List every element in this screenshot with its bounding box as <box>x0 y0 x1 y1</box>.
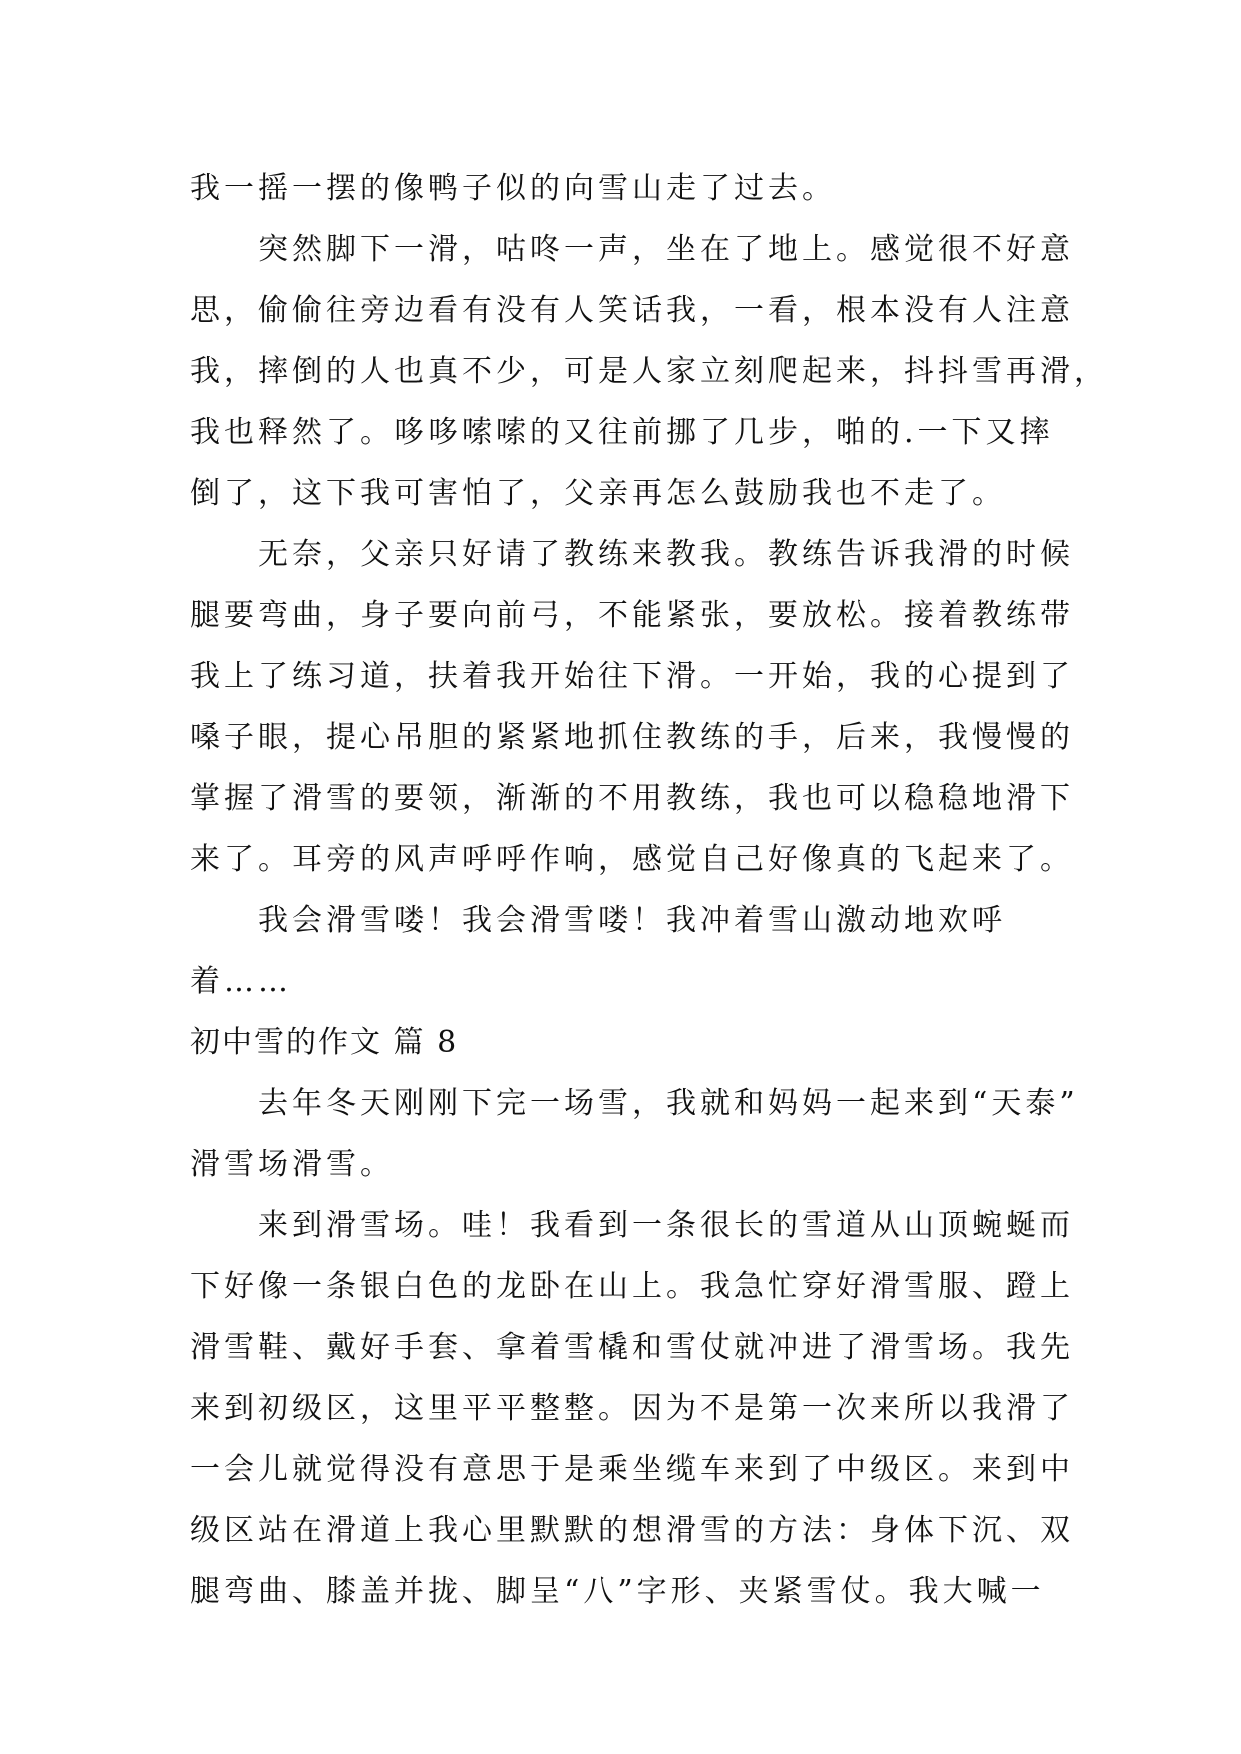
text-line: 突然脚下一滑，咕咚一声，坐在了地上。感觉很不好意 <box>190 232 1074 267</box>
text-line: 来到滑雪场。哇！我看到一条很长的雪道从山顶蜿蜒而 <box>190 1208 1074 1243</box>
text-line: 无奈，父亲只好请了教练来教我。教练告诉我滑的时候 <box>190 537 1074 572</box>
text-line: 级区站在滑道上我心里默默的想滑雪的方法：身体下沉、双 <box>190 1513 1074 1548</box>
text-line: 我会滑雪喽！我会滑雪喽！我冲着雪山激动地欢呼 <box>190 903 1006 938</box>
text-line: 腿弯曲、膝盖并拢、脚呈“八”字形、夹紧雪仗。我大喊一 <box>190 1574 1045 1609</box>
text-line: 一会儿就觉得没有意思于是乘坐缆车来到了中级区。来到中 <box>190 1452 1074 1487</box>
text-line: 我上了练习道，扶着我开始往下滑。一开始，我的心提到了 <box>190 659 1074 694</box>
text-line: 我一摇一摆的像鸭子似的向雪山走了过去。 <box>190 171 836 206</box>
text-line: 来了。耳旁的风声呼呼作响，感觉自己好像真的飞起来了。 <box>190 842 1074 877</box>
text-line: 嗓子眼，提心吊胆的紧紧地抓住教练的手，后来，我慢慢的 <box>190 720 1074 755</box>
text-line: 下好像一条银白色的龙卧在山上。我急忙穿好滑雪服、蹬上 <box>190 1269 1074 1304</box>
text-line: 我，摔倒的人也真不少，可是人家立刻爬起来，抖抖雪再滑， <box>190 354 1108 389</box>
text-line: 滑雪鞋、戴好手套、拿着雪橇和雪仗就冲进了滑雪场。我先 <box>190 1330 1074 1365</box>
text-line: 我也释然了。哆哆嗦嗦的又往前挪了几步，啪的.一下又摔 <box>190 415 1054 450</box>
text-line: 着…… <box>190 964 292 999</box>
text-line: 倒了，这下我可害怕了，父亲再怎么鼓励我也不走了。 <box>190 476 1006 511</box>
essay-text <box>190 158 1108 1622</box>
text-line: 滑雪场滑雪。 <box>190 1147 394 1182</box>
text-line: 腿要弯曲，身子要向前弓，不能紧张，要放松。接着教练带 <box>190 598 1074 633</box>
text-line: 掌握了滑雪的要领，渐渐的不用教练，我也可以稳稳地滑下 <box>190 781 1074 816</box>
section-heading: 初中雪的作文 篇 8 <box>190 1025 459 1060</box>
text-line: 去年冬天刚刚下完一场雪，我就和妈妈一起来到“天泰” <box>190 1086 1079 1121</box>
text-line: 来到初级区，这里平平整整。因为不是第一次来所以我滑了 <box>190 1391 1074 1426</box>
text-line: 思，偷偷往旁边看有没有人笑话我，一看，根本没有人注意 <box>190 293 1074 328</box>
